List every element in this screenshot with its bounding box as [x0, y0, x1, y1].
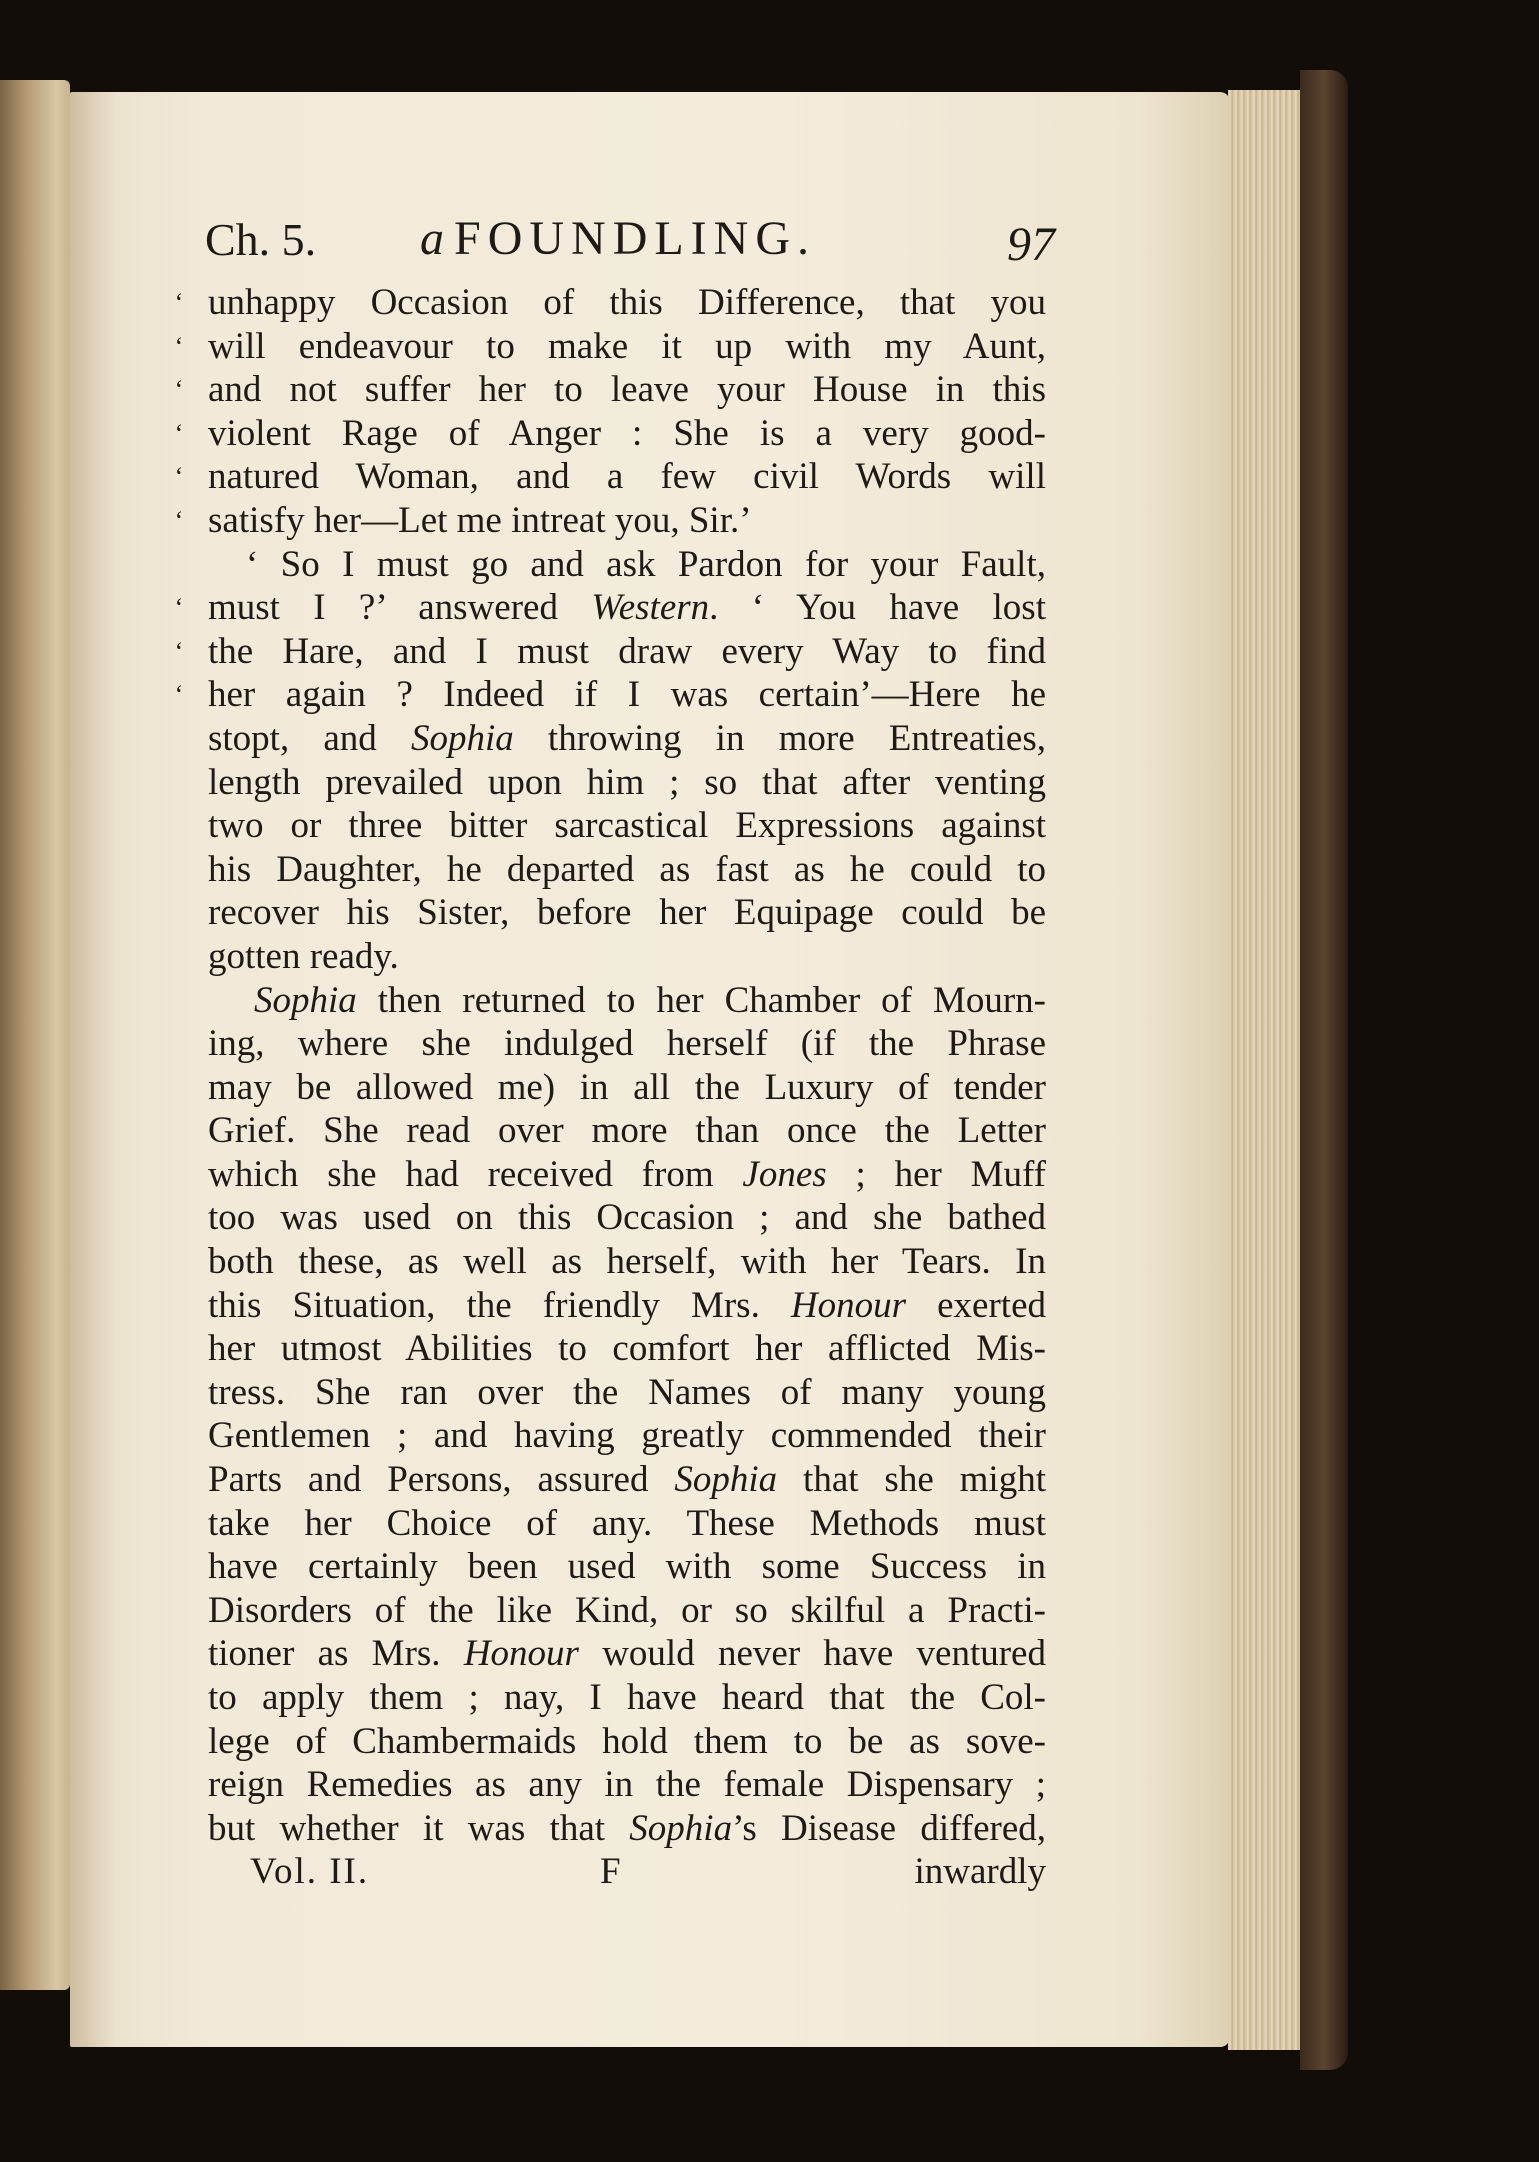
text-line	[208, 1589, 1046, 1633]
italic-name: Honour	[790, 1284, 907, 1326]
text-line	[174, 630, 1046, 674]
volume-signature: Vol. II.	[250, 1851, 370, 1892]
running-header	[205, 205, 1055, 275]
text-line	[174, 368, 1046, 412]
text-line	[208, 1153, 1046, 1197]
quote-mark: ‘	[174, 375, 184, 405]
text-line	[208, 891, 1046, 935]
text-line	[208, 1807, 1046, 1851]
line-text: must I ?’ answered	[208, 587, 592, 629]
line-text: stopt, and	[208, 717, 411, 759]
quote-mark: ‘	[174, 462, 184, 492]
text-line	[208, 1502, 1046, 1546]
running-title-word: FOUNDLING.	[454, 212, 816, 265]
line-text: Disorders of the like Kind, or so skilful a Practi-	[208, 1589, 1046, 1631]
quote-mark: ‘	[174, 331, 184, 361]
line-text: Grief. She read over more than once the Letter	[208, 1110, 1046, 1152]
page-number: 97	[1007, 218, 1055, 271]
line-text: unhappy Occasion of this Difference, that you	[208, 282, 1046, 323]
line-text: would never have ventured	[578, 1633, 1046, 1675]
line-text: which she had received from	[208, 1153, 743, 1195]
line-text: have certainly been used with some Success in	[208, 1546, 1046, 1588]
line-text: lege of Chambermaids hold them to be as sove-	[208, 1720, 1046, 1762]
quote-mark: ‘	[174, 593, 184, 623]
line-text: then returned to her Chamber of Mourn-	[356, 979, 1046, 1021]
quote-mark: ‘	[174, 680, 184, 710]
line-text: reign Remedies as any in the female Dispensary ;	[208, 1764, 1046, 1806]
text-line	[208, 804, 1046, 848]
text-line	[208, 1545, 1046, 1589]
line-text: ’s Disease differed,	[732, 1807, 1046, 1849]
line-text: her utmost Abilities to comfort her afflicted Mis-	[208, 1328, 1046, 1370]
text-line	[208, 1720, 1046, 1764]
italic-name: Honour	[463, 1633, 579, 1675]
text-line	[208, 1022, 1046, 1066]
book-cover-edge	[1300, 70, 1348, 2070]
text-line	[208, 543, 1046, 587]
line-text: ing, where she indulged herself (if the Phrase	[208, 1023, 1046, 1065]
line-text: gotten ready.	[208, 935, 399, 977]
line-text: ‘ So I must go and ask Pardon for your Fault,	[246, 543, 1046, 585]
line-text: this Situation, the friendly Mrs.	[208, 1284, 791, 1326]
line-text: throwing in more Entreaties,	[513, 717, 1046, 759]
quote-mark: ‘	[174, 636, 184, 666]
signature-mark: F	[600, 1851, 621, 1892]
text-line	[174, 455, 1046, 499]
italic-name: Sophia	[410, 717, 514, 759]
running-title	[420, 211, 816, 266]
body-text	[174, 281, 1046, 1850]
text-line	[208, 1414, 1046, 1458]
text-line	[208, 848, 1046, 892]
text-line	[208, 761, 1046, 805]
text-line	[208, 1196, 1046, 1240]
line-text: satisfy her—Let me intreat you, Sir.’	[208, 499, 752, 541]
text-line	[174, 673, 1046, 717]
chapter-reference: Ch. 5.	[205, 214, 317, 265]
line-text: too was used on this Occasion ; and she bathed	[208, 1197, 1046, 1239]
text-line	[208, 1284, 1046, 1328]
line-text: . ‘ You have lost	[709, 587, 1046, 629]
text-line	[174, 499, 1046, 543]
line-text: the Hare, and I must draw every Way to find	[208, 630, 1046, 672]
line-text: to apply them ; nay, I have heard that the Col-	[208, 1677, 1046, 1718]
italic-name: Western	[591, 587, 710, 629]
page-footer	[250, 1850, 1046, 1910]
text-line	[174, 412, 1046, 456]
text-line	[208, 1327, 1046, 1371]
text-line	[174, 281, 1046, 325]
line-text: and not suffer her to leave your House in this	[208, 369, 1046, 411]
line-text: ; her Muff	[826, 1153, 1046, 1195]
line-text: violent Rage of Anger : She is a very good-	[208, 412, 1046, 454]
italic-name: Sophia	[254, 979, 357, 1021]
text-line	[174, 325, 1046, 369]
text-line	[208, 935, 1046, 979]
quote-mark: ‘	[174, 505, 184, 535]
facing-page-edge	[0, 80, 70, 1990]
text-line	[208, 1632, 1046, 1676]
line-text: will endeavour to make it up with my Aunt,	[208, 325, 1046, 367]
line-text: may be allowed me) in all the Luxury of tender	[208, 1066, 1046, 1108]
line-text: her again ? Indeed if I was certain’—Here he	[208, 674, 1046, 716]
line-text: both these, as well as herself, with her Tears. In	[208, 1241, 1046, 1283]
italic-name: Jones	[742, 1153, 827, 1195]
line-text: tioner as Mrs.	[208, 1633, 464, 1675]
text-line	[208, 1066, 1046, 1110]
text-line	[208, 1109, 1046, 1153]
text-line	[208, 1458, 1046, 1502]
line-text: that she might	[777, 1459, 1046, 1501]
text-line	[208, 1371, 1046, 1415]
line-text: two or three bitter sarcastical Expressions against	[208, 805, 1046, 847]
line-text: recover his Sister, before her Equipage could be	[208, 892, 1046, 934]
text-line	[174, 586, 1046, 630]
quote-mark: ‘	[174, 288, 184, 317]
quote-mark: ‘	[174, 418, 184, 448]
catchword: inwardly	[914, 1851, 1046, 1892]
line-text: his Daughter, he departed as fast as he could to	[208, 848, 1046, 890]
line-text: tress. She ran over the Names of many young	[208, 1371, 1046, 1413]
text-line	[208, 1240, 1046, 1284]
line-text: length prevailed upon him ; so that after venting	[208, 761, 1046, 803]
line-text: take her Choice of any. These Methods must	[208, 1502, 1046, 1544]
running-title-prefix: a	[420, 212, 444, 265]
line-text: Gentlemen ; and having greatly commended their	[208, 1415, 1046, 1457]
line-text: but whether it was that	[208, 1807, 630, 1849]
italic-name: Sophia	[674, 1459, 778, 1501]
italic-name: Sophia	[629, 1807, 733, 1849]
line-text: natured Woman, and a few civil Words will	[208, 456, 1046, 498]
text-line	[208, 1676, 1046, 1720]
line-text: Parts and Persons, assured	[208, 1459, 675, 1501]
text-line	[208, 717, 1046, 761]
line-text: exerted	[906, 1284, 1046, 1326]
text-line	[208, 1763, 1046, 1807]
text-line	[208, 979, 1046, 1023]
